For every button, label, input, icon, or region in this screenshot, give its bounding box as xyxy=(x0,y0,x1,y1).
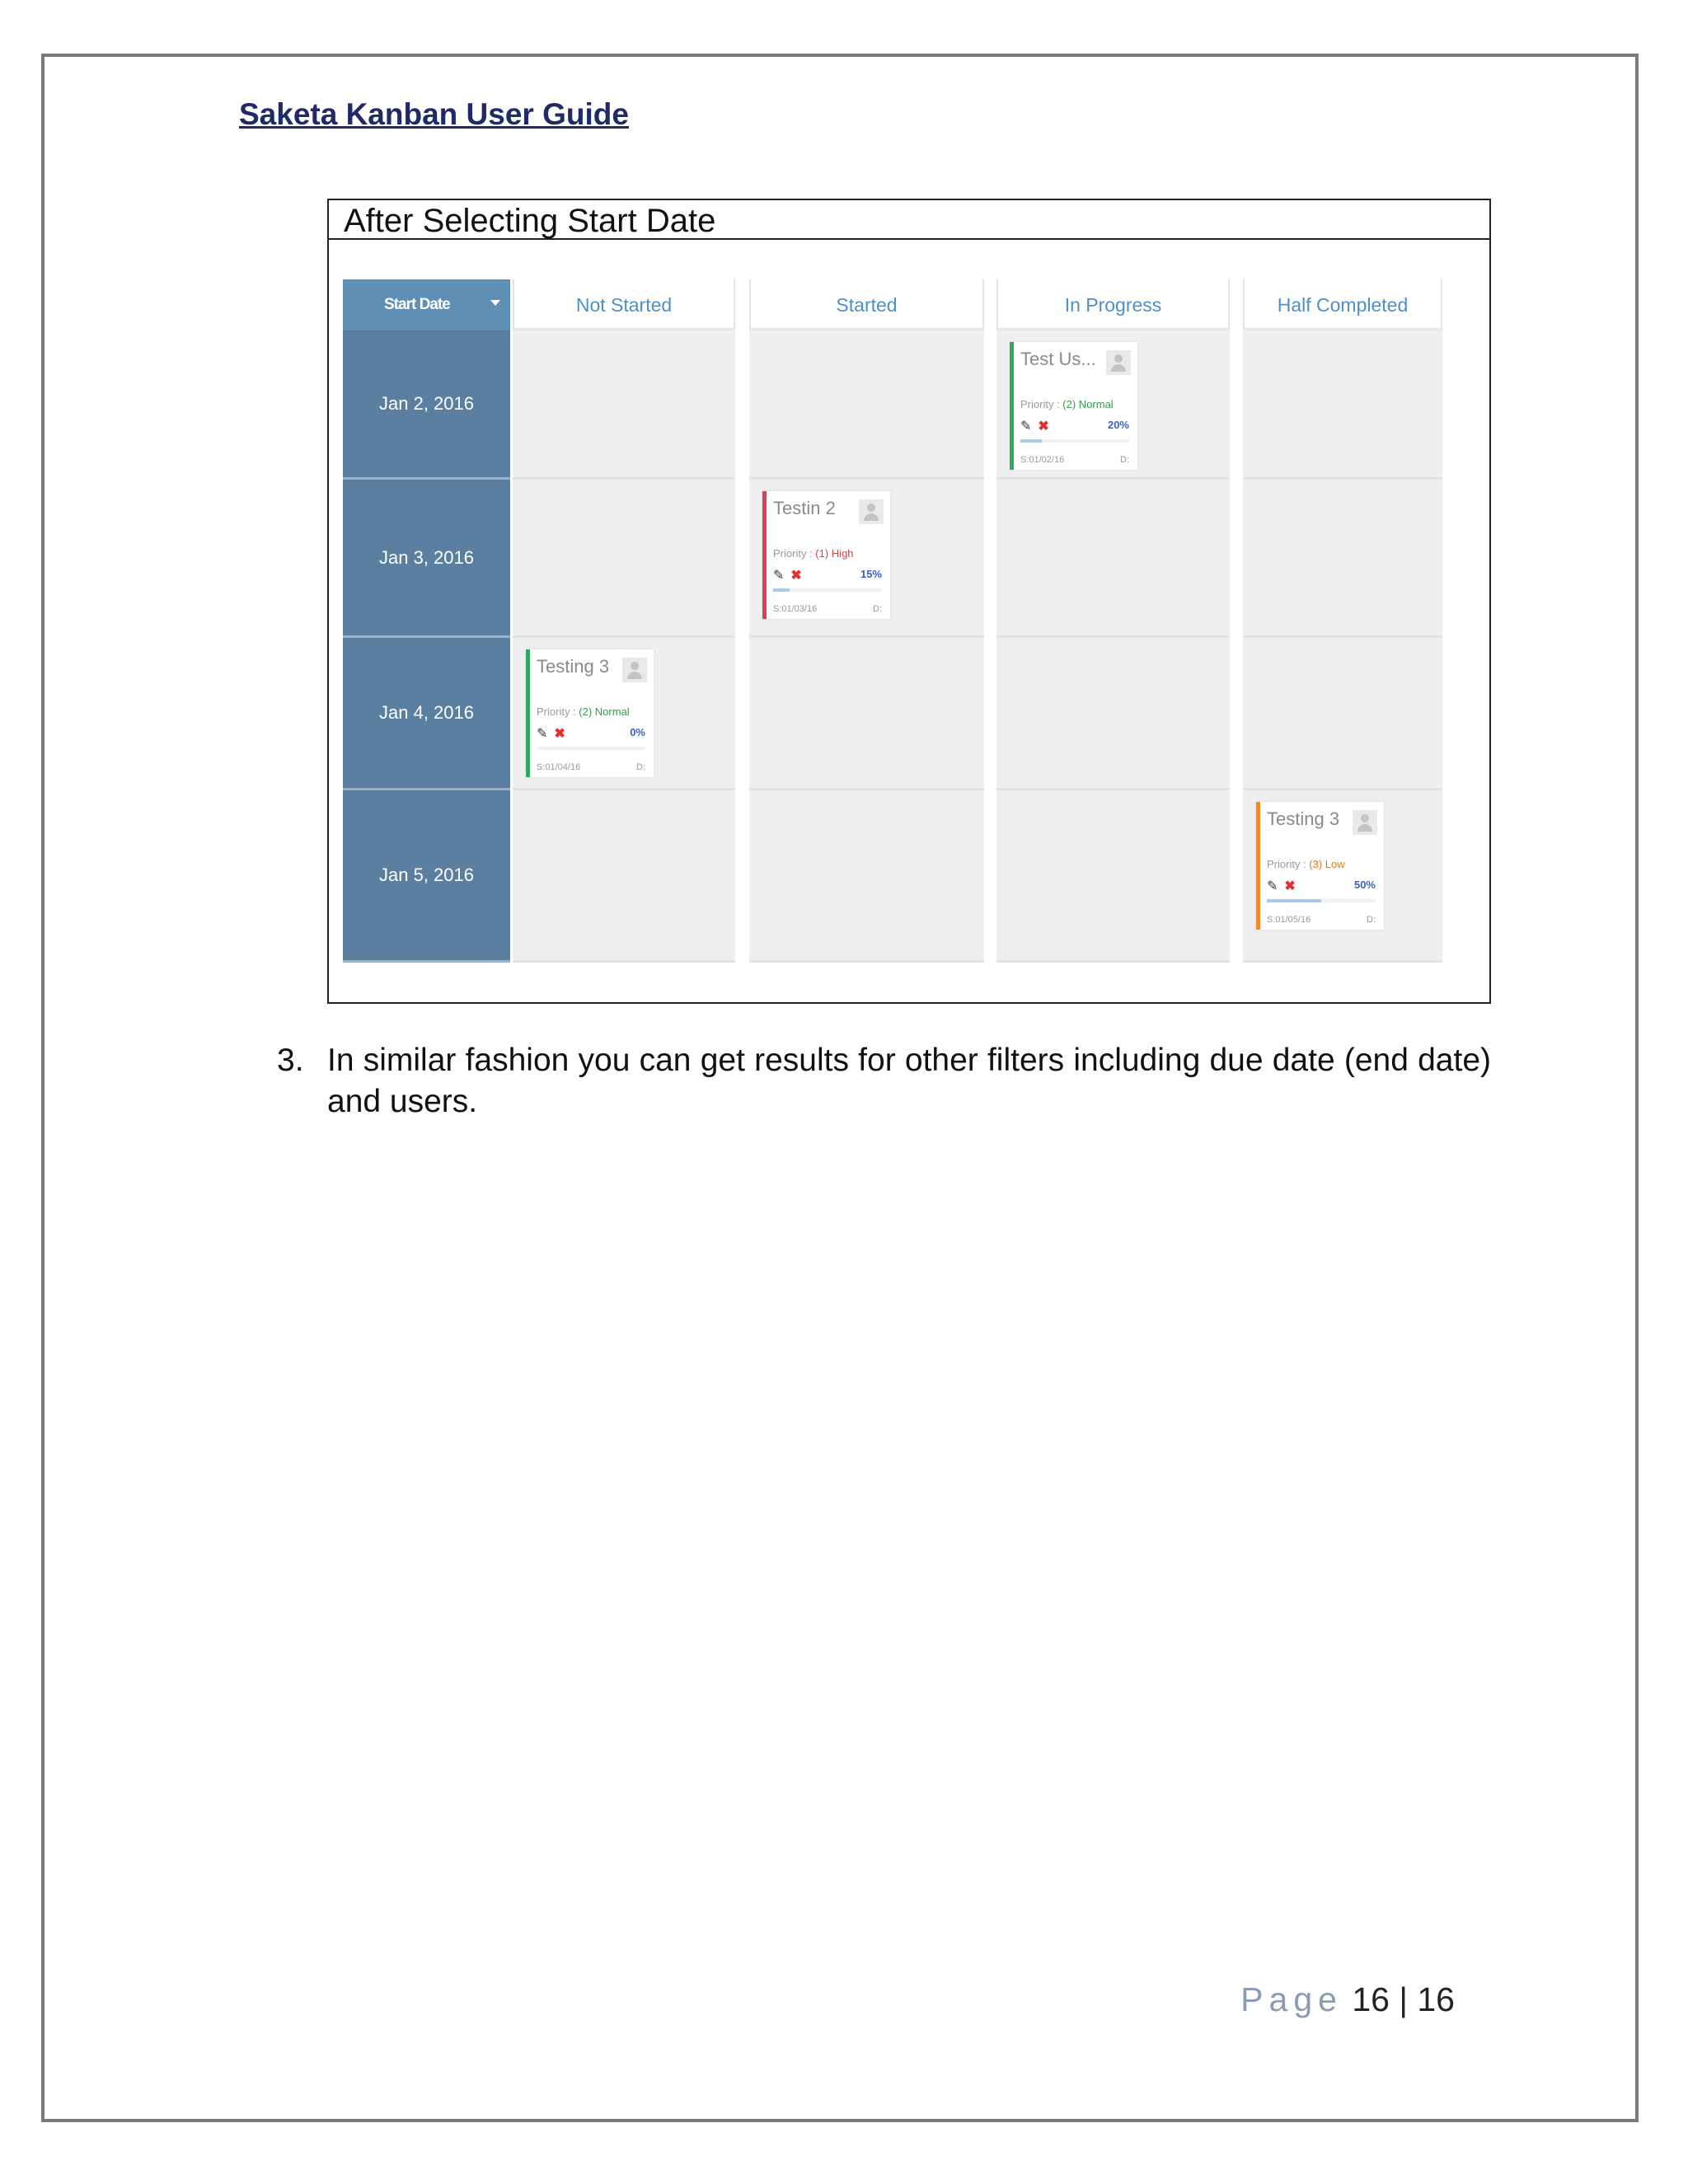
card-start-date: S:01/05/16 xyxy=(1267,915,1311,925)
kanban-board-screenshot xyxy=(343,279,1439,963)
progress-fill xyxy=(1267,899,1321,902)
figure-caption: After Selecting Start Date xyxy=(329,200,1489,240)
priority-prefix: Priority : xyxy=(1020,398,1063,410)
edit-icon[interactable]: ✎ xyxy=(537,727,548,741)
card-priority xyxy=(1267,858,1345,870)
task-card[interactable] xyxy=(526,649,654,777)
task-card[interactable] xyxy=(1256,802,1384,930)
card-actions xyxy=(1267,878,1296,894)
priority-color-bar xyxy=(1256,802,1260,930)
card-start-date: S:01/03/16 xyxy=(773,604,818,614)
card-due-date: D: xyxy=(1120,455,1129,465)
priority-value: (3) Low xyxy=(1309,858,1345,870)
column-header: Half Completed xyxy=(1243,279,1442,330)
priority-value: (2) Normal xyxy=(1062,398,1114,410)
column-header: In Progress xyxy=(996,279,1230,330)
board-cell xyxy=(996,480,1230,638)
page-label: Page xyxy=(1240,1980,1343,2018)
card-actions xyxy=(773,567,802,583)
priority-color-bar xyxy=(1010,342,1014,470)
row-label: Jan 5, 2016 xyxy=(343,790,510,963)
board-cell xyxy=(996,638,1230,790)
filter-label: Start Date xyxy=(384,296,450,313)
user-avatar-icon[interactable] xyxy=(622,658,647,682)
board-cell xyxy=(749,638,984,790)
user-avatar-icon[interactable] xyxy=(859,499,884,524)
priority-prefix: Priority : xyxy=(773,547,816,560)
task-card[interactable] xyxy=(762,491,890,619)
board-cell xyxy=(513,330,735,480)
card-priority xyxy=(1020,398,1114,410)
user-avatar-icon[interactable] xyxy=(1353,810,1377,835)
progress-track xyxy=(537,747,645,750)
card-percent: 0% xyxy=(630,726,645,738)
card-due-date: D: xyxy=(636,762,645,772)
card-start-date: S:01/02/16 xyxy=(1020,455,1065,465)
edit-icon[interactable]: ✎ xyxy=(1267,879,1278,893)
edit-icon[interactable]: ✎ xyxy=(1020,419,1032,434)
board-cell xyxy=(1243,330,1442,480)
row-label: Jan 3, 2016 xyxy=(343,480,510,638)
priority-prefix: Priority : xyxy=(1267,858,1310,870)
board-cell xyxy=(749,790,984,963)
board-cell xyxy=(1243,638,1442,790)
card-percent: 15% xyxy=(860,568,882,580)
card-percent: 20% xyxy=(1107,419,1129,431)
card-actions xyxy=(537,725,565,742)
column-header: Started xyxy=(749,279,984,330)
board-cell xyxy=(749,330,984,480)
priority-value: (1) High xyxy=(815,547,854,560)
task-card[interactable] xyxy=(1010,342,1137,470)
card-title[interactable]: Testing 3 xyxy=(1267,808,1340,829)
row-label: Jan 2, 2016 xyxy=(343,330,510,480)
list-item-text: In similar fashion you can get results for other filters including due date (end date) and users. xyxy=(327,1043,1491,1119)
caret-down-icon xyxy=(490,300,500,306)
delete-icon[interactable]: ✖ xyxy=(790,569,802,583)
priority-color-bar xyxy=(526,649,530,777)
priority-value: (2) Normal xyxy=(579,705,630,718)
page-footer xyxy=(1240,1980,1455,2019)
page-number: 16 | 16 xyxy=(1352,1980,1455,2018)
card-title[interactable]: Testin 2 xyxy=(773,498,836,518)
card-actions xyxy=(1020,418,1049,434)
progress-fill xyxy=(1020,439,1042,443)
board-cell xyxy=(1243,480,1442,638)
card-priority xyxy=(537,705,630,718)
progress-fill xyxy=(773,588,790,592)
start-date-filter-dropdown[interactable] xyxy=(343,279,510,330)
card-title[interactable]: Test Us... xyxy=(1020,349,1096,369)
list-item-number: 3. xyxy=(277,1043,304,1078)
delete-icon[interactable]: ✖ xyxy=(554,727,565,741)
card-start-date: S:01/04/16 xyxy=(537,762,581,772)
edit-icon[interactable]: ✎ xyxy=(773,569,785,583)
progress-track xyxy=(1267,899,1376,902)
progress-track xyxy=(773,588,882,592)
column-header: Not Started xyxy=(513,279,735,330)
delete-icon[interactable]: ✖ xyxy=(1038,419,1049,434)
card-title[interactable]: Testing 3 xyxy=(537,656,610,677)
board-cell xyxy=(996,790,1230,963)
card-due-date: D: xyxy=(1367,915,1376,925)
card-priority xyxy=(773,547,854,560)
row-label: Jan 4, 2016 xyxy=(343,638,510,790)
board-cell xyxy=(513,480,735,638)
figure-box xyxy=(327,199,1491,1004)
progress-track xyxy=(1020,439,1129,443)
document-header-title: Saketa Kanban User Guide xyxy=(239,97,629,131)
delete-icon[interactable]: ✖ xyxy=(1284,879,1296,893)
user-avatar-icon[interactable] xyxy=(1106,350,1131,375)
board-cell xyxy=(513,790,735,963)
card-due-date: D: xyxy=(873,604,882,614)
priority-prefix: Priority : xyxy=(537,705,579,718)
priority-color-bar xyxy=(762,491,767,619)
card-percent: 50% xyxy=(1353,879,1376,891)
